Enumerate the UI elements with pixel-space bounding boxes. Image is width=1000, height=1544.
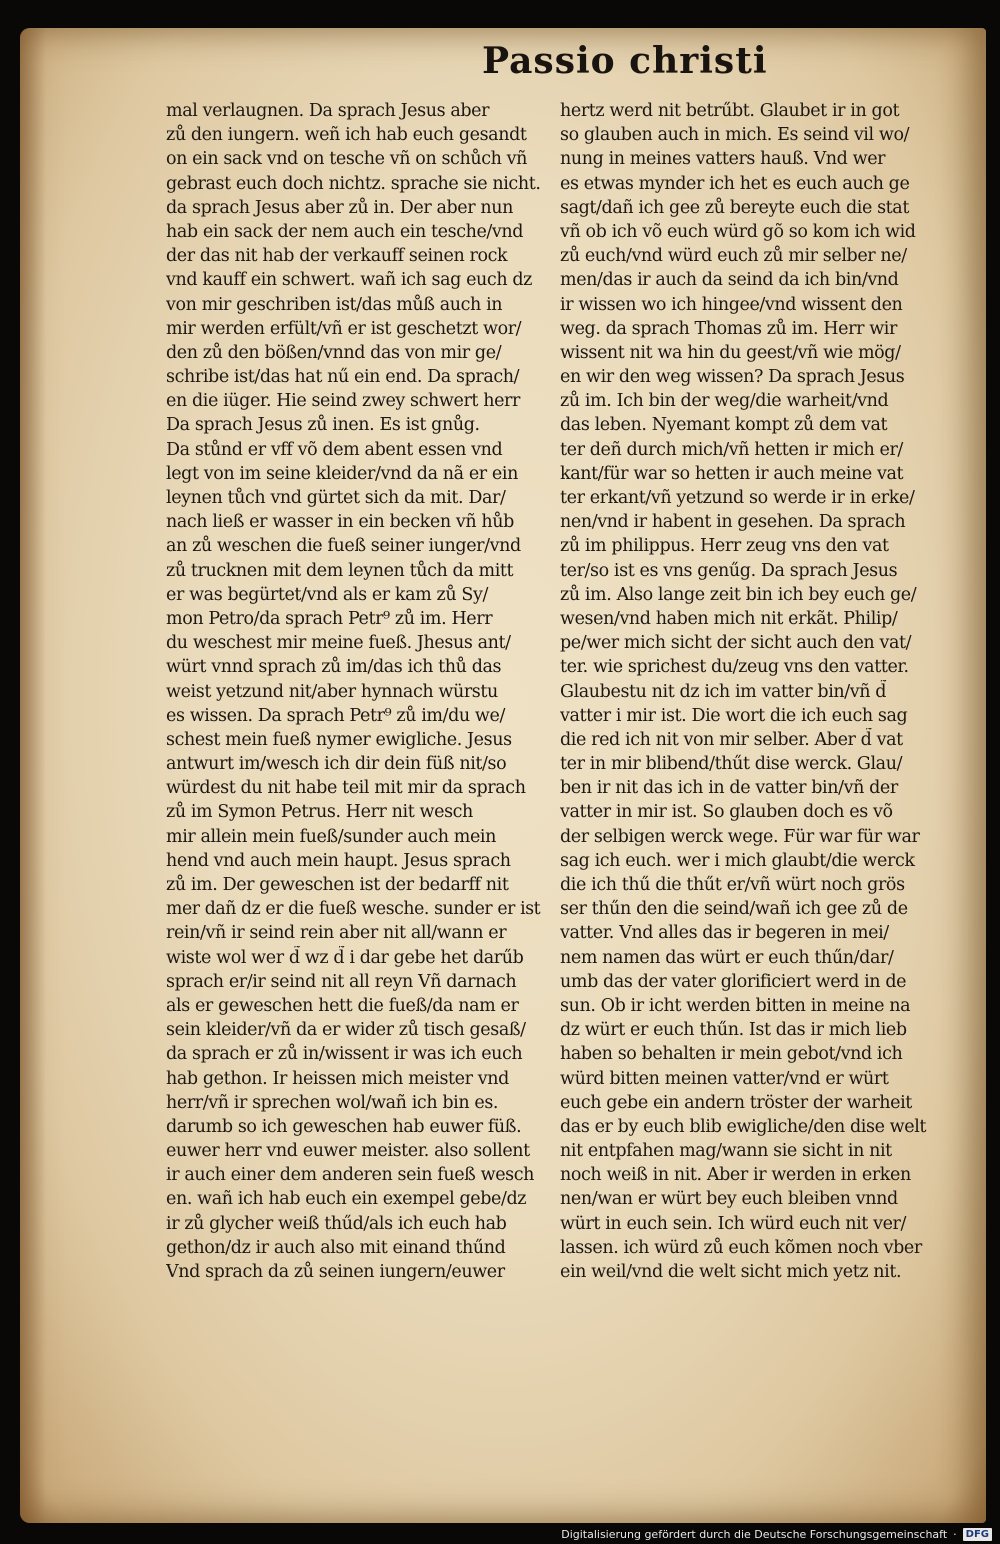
left-column-line: sprach er/ir seind nit all reyn Vñ darnach [166, 971, 517, 992]
left-column-line: herr/vñ ir sprechen wol/wañ ich bin es. [166, 1092, 499, 1113]
left-column-line: leynen tůch vnd gürtet sich da mit. Dar/ [166, 488, 506, 508]
left-column-line: es wissen. Da sprach Petr⁹ zů im/du we/ [166, 705, 505, 726]
left-column-line: zů im Symon Petrus. Herr nit wesch [166, 802, 473, 823]
right-column-line: die ich thű die thűt er/vñ würt noch grös [560, 875, 905, 895]
running-head: Passio christi [482, 40, 768, 82]
right-column-line: zů im philippus. Herr zeug vns den vat [560, 536, 889, 557]
right-column-line: ter deñ durch mich/vñ hetten ir mich er/ [560, 439, 903, 460]
right-column-line: würd bitten meinen vatter/vnd er würt [560, 1068, 889, 1089]
left-column-line: den zů den bößen/vnnd das von mir ge/ [166, 342, 502, 363]
right-column-line: nit entpfahen mag/wann sie sicht in nit [560, 1141, 892, 1162]
right-column-line: der selbigen werck wege. Für war für war [560, 826, 920, 847]
left-column-line: en. wañ ich hab euch ein exempel gebe/dz [166, 1189, 527, 1210]
right-column-line: ter erkant/vñ yetzund so werde ir in erke/ [560, 488, 915, 508]
left-column-line: Vnd sprach da zů seinen iungern/euwer [166, 1262, 505, 1282]
left-column-line: hab gethon. Ir heissen mich meister vnd [166, 1068, 509, 1089]
left-column-line: der das nit hab der verkauff seinen rock [166, 246, 508, 267]
left-column-line: sein kleider/vñ da er wider zů tisch gesaß/ [166, 1020, 526, 1041]
left-column-line: schribe ist/das hat nű ein end. Da sprach/ [166, 367, 520, 388]
right-column-line: weg. da sprach Thomas zů im. Herr wir [560, 318, 897, 339]
left-column-line: euwer herr vnd euwer meister. also sollent [166, 1141, 530, 1162]
left-column-line: antwurt im/wesch ich dir dein füß nit/so [166, 754, 507, 775]
left-column-line: en die iüger. Hie seind zwey schwert herr [166, 391, 520, 412]
right-column-line: zů euch/vnd würd euch zů mir selber ne/ [560, 246, 907, 267]
left-column-line: an zů weschen die fueß seiner iunger/vnd [166, 536, 521, 557]
left-column-line: nach ließ er wasser in ein becken vñ hůb [166, 512, 514, 533]
left-text-column [166, 99, 544, 1284]
left-column-line: mon Petro/da sprach Petr⁹ zů im. Herr [166, 608, 493, 629]
left-column-line: würt vnnd sprach zů im/das ich thů das [166, 657, 502, 678]
separator: · [953, 1528, 957, 1541]
right-column-line: kant/für war so hetten ir auch meine vat [560, 463, 904, 484]
left-column-line: on ein sack vnd on tesche vñ on schůch vñ [166, 149, 527, 170]
left-column-line: wiste wol wer d̃ wz d̃ i dar gebe het darűb [166, 947, 524, 968]
left-column-line: ir zů glycher weiß thűd/als ich euch hab [166, 1213, 507, 1234]
right-column-line: lassen. ich würd zů euch kõmen noch vber [560, 1237, 922, 1258]
book-page [20, 28, 986, 1523]
right-column-line: sagt/dañ ich gee zů bereyte euch die stat [560, 197, 909, 218]
right-column-line: nen/wan er würt bey euch bleiben vnnd [560, 1189, 898, 1210]
left-column-line: hend vnd auch mein haupt. Jesus sprach [166, 850, 511, 871]
right-column-line: nen/vnd ir habent in gesehen. Da sprach [560, 512, 906, 533]
left-column-line: zů den iungern. weñ ich hab euch gesandt [166, 125, 527, 146]
right-column-line: dz würt er euch thűn. Ist das ir mich lieb [560, 1020, 907, 1041]
left-column-line: zů im. Der geweschen ist der bedarff nit [166, 875, 509, 895]
left-column-line: würdest du nit habe teil mit mir da sprach [166, 778, 526, 799]
right-text-column [560, 99, 940, 1284]
right-column-line: vatter in mir ist. So glauben doch es võ [560, 802, 893, 823]
right-column-line: das leben. Nyemant kompt zů dem vat [560, 415, 888, 436]
right-column-line: vñ ob ich võ euch würd gõ so kom ich wid [560, 221, 916, 242]
right-column-line: nung in meines vatters hauß. Vnd wer [560, 149, 886, 170]
left-column-line: hab ein sack der nem auch ein tesche/vnd [166, 221, 524, 242]
right-column-line: die red ich nit von mir selber. Aber d̃ vat [560, 729, 903, 750]
right-column-line: so glauben auch in mich. Es seind vil wo/ [560, 125, 910, 146]
left-column-line: weist yetzund nit/aber hynnach würstu [166, 681, 498, 702]
right-column-line: ter. wie sprichest du/zeug vns den vatter. [560, 657, 909, 678]
right-column-line: wesen/vnd haben mich nit erkãt. Philip/ [560, 608, 898, 629]
left-column-line: schest mein fueß nymer ewigliche. Jesus [166, 729, 512, 750]
left-column-line: legt von im seine kleider/vnd da nã er ein [166, 463, 518, 484]
right-column-line: zů im. Also lange zeit bin ich bey euch ge/ [560, 584, 917, 605]
credit-text: Digitalisierung gefördert durch die Deutsche Forschungsgemeinschaft [561, 1528, 948, 1541]
right-column-line: sag ich euch. wer i mich glaubt/die werck [560, 850, 915, 871]
right-column-line: pe/wer mich sicht der sicht auch den vat/ [560, 633, 912, 654]
right-column-line: men/das ir auch da seind da ich bin/vnd [560, 270, 899, 291]
left-column-line: rein/vñ ir seind rein aber nit all/wann er [166, 923, 507, 944]
left-column-line: darumb so ich geweschen hab euwer füß. [166, 1116, 522, 1137]
left-column-line: vnd kauff ein schwert. wañ ich sag euch dz [166, 270, 532, 291]
right-column-line: sun. Ob ir icht werden bitten in meine na [560, 995, 911, 1016]
left-column-line: als er geweschen hett die fueß/da nam er [166, 995, 519, 1016]
right-column-line: noch weiß in nit. Aber ir werden in erken [560, 1165, 911, 1186]
left-column-line: von mir geschriben ist/das můß auch in [166, 294, 503, 315]
right-column-line: ter in mir blibend/thűt dise werck. Glau/ [560, 754, 903, 775]
left-column-line: Da stůnd er vff võ dem abent essen vnd [166, 439, 503, 460]
right-column-line: vatter. Vnd alles das ir begeren in mei/ [560, 923, 889, 944]
right-column-line: ben ir nit das ich in de vatter bin/vñ der [560, 778, 898, 799]
right-column-line: zů im. Ich bin der weg/die warheit/vnd [560, 391, 889, 412]
left-column-line: du weschest mir meine fueß. Jhesus ant/ [166, 633, 511, 654]
right-column-line: euch gebe ein andern tröster der warheit [560, 1092, 912, 1113]
right-column-line: würt in euch sein. Ich würd euch nit ver/ [560, 1213, 906, 1234]
right-column-line: ir wissen wo ich hingee/vnd wissent den [560, 294, 903, 315]
right-column-line: wissent nit wa hin du geest/vñ wie mög/ [560, 342, 901, 363]
left-column-line: gebrast euch doch nichtz. sprache sie nicht. [166, 173, 541, 194]
right-column-line: es etwas mynder ich het es euch auch ge [560, 173, 910, 194]
left-column-line: gethon/dz ir auch also mit einand thűnd [166, 1237, 506, 1258]
left-column-line: da sprach Jesus aber zů in. Der aber nun [166, 197, 513, 218]
left-column-line: ir auch einer dem anderen sein fueß wesch [166, 1165, 535, 1186]
right-column-line: Glaubestu nit dz ich im vatter bin/vñ d̃ [560, 681, 887, 702]
left-column-line: mir allein mein fueß/sunder auch mein [166, 826, 496, 847]
left-column-line: er was begürtet/vnd als er kam zů Sy/ [166, 584, 488, 605]
left-column-line: da sprach er zů in/wissent ir was ich euch [166, 1044, 523, 1065]
digitization-credit [561, 1528, 992, 1541]
left-column-line: mer dañ dz er die fueß wesche. sunder er ist [166, 899, 541, 920]
dfg-logo: DFG [963, 1528, 992, 1541]
left-column-line: Da sprach Jesus zů inen. Es ist gnůg. [166, 415, 480, 436]
right-column-line: vatter i mir ist. Die wort die ich euch sag [560, 705, 908, 726]
left-column-line: zů trucknen mit dem leynen tůch da mitt [166, 560, 514, 581]
right-column-line: ser thűn den die seind/wañ ich gee zů de [560, 899, 908, 920]
right-column-line: ein weil/vnd die welt sicht mich yetz nit. [560, 1262, 902, 1282]
right-column-line: das er by euch blib ewigliche/den dise welt [560, 1116, 927, 1137]
right-column-line: ter/so ist es vns genűg. Da sprach Jesus [560, 560, 898, 581]
right-column-line: en wir den weg wissen? Da sprach Jesus [560, 367, 905, 388]
right-column-line: umb das der vater glorificiert werd in de [560, 971, 907, 992]
right-column-line: nem namen das würt er euch thűn/dar/ [560, 947, 894, 968]
right-column-line: haben so behalten ir mein gebot/vnd ich [560, 1044, 903, 1065]
right-column-line: hertz werd nit betrűbt. Glaubet ir in got [560, 101, 900, 121]
left-column-line: mir werden erfült/vñ er ist geschetzt wor/ [166, 318, 522, 339]
left-column-line: mal verlaugnen. Da sprach Jesus aber [166, 101, 490, 121]
